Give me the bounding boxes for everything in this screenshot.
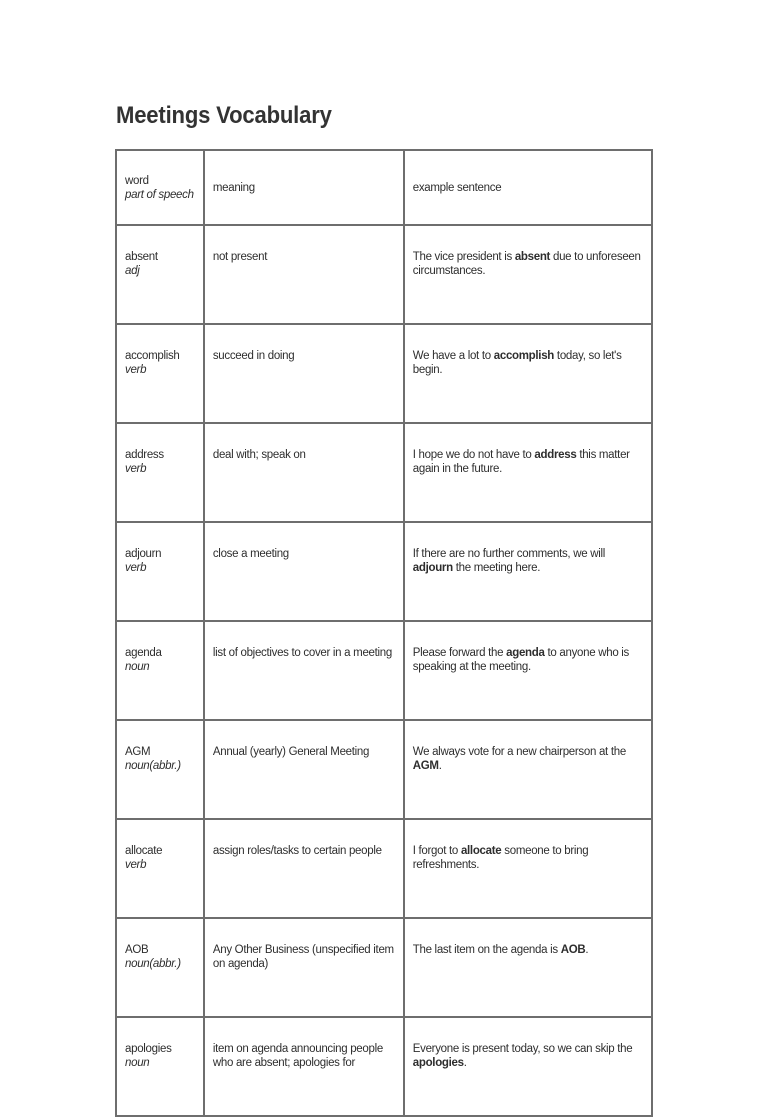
part-of-speech: verb [125,859,147,871]
example-text-after: today, so let's begin. [412,350,622,376]
example-text-before: Everyone is present today, so we can skip the [412,1043,633,1055]
example-text-after: this matter again in the future. [412,449,630,475]
example-text-before: The last item on the agenda is [412,944,561,956]
example-cell [404,522,652,621]
example-highlighted-word: AOB [560,944,586,956]
part-of-speech: verb [125,562,147,574]
meaning-text: item on agenda announcing people who are absent; apologies for [212,1043,383,1069]
part-of-speech: noun [125,661,150,673]
header-example: example sentence [412,181,502,194]
meaning-cell [204,522,404,621]
example-text-after: due to unforeseen circumstances. [412,251,641,277]
page-title: Meetings Vocabulary [116,102,332,129]
example-text-after: . [585,944,589,956]
example-text-after: to anyone who is speaking at the meeting. [412,647,630,673]
header-word: word [125,174,149,187]
word-cell [116,522,204,621]
meaning-text: succeed in doing [212,350,295,362]
header-part-of-speech: part of speech [125,188,194,201]
word-cell [116,819,204,918]
header-meaning: meaning [212,181,255,194]
part-of-speech: verb [125,463,147,475]
meaning-text: Any Other Business (unspecified item on agenda) [212,944,394,970]
example-text-after: the meeting here. [452,562,541,574]
part-of-speech: adj [125,265,140,277]
table-row [116,423,652,522]
meaning-cell [204,225,404,324]
meaning-cell [204,918,404,1017]
vocab-word: adjourn [125,548,162,560]
example-cell [404,918,652,1017]
vocab-word: AGM [125,746,151,758]
vocab-word: absent [125,251,158,263]
table-row [116,324,652,423]
example-text-before: We have a lot to [412,350,494,362]
example-cell [404,324,652,423]
word-cell [116,324,204,423]
table-header-row [116,150,652,225]
table-row [116,621,652,720]
meaning-cell [204,1017,404,1116]
example-highlighted-word: address [534,449,577,461]
example-text-after: someone to bring refreshments. [412,845,589,871]
example-text-before: I forgot to [412,845,461,857]
meaning-text: list of objectives to cover in a meeting [212,647,392,659]
table-row [116,819,652,918]
example-text-before: The vice president is [412,251,515,263]
part-of-speech: noun(abbr.) [125,760,181,772]
word-cell [116,423,204,522]
vocab-word: AOB [125,944,149,956]
example-text-after: . [463,1057,467,1069]
table-row [116,522,652,621]
example-cell [404,1017,652,1116]
table-row [116,918,652,1017]
vocab-word: address [125,449,164,461]
vocabulary-table-body [116,150,652,1116]
part-of-speech: noun(abbr.) [125,958,181,970]
header-example-cell [404,150,652,225]
meaning-cell [204,621,404,720]
example-cell [404,225,652,324]
meaning-text: deal with; speak on [212,449,306,461]
part-of-speech: verb [125,364,147,376]
example-highlighted-word: apologies [412,1057,464,1069]
example-highlighted-word: agenda [506,647,545,659]
meaning-cell [204,423,404,522]
example-highlighted-word: AGM [412,760,439,772]
table-row [116,225,652,324]
vocab-word: apologies [125,1043,172,1055]
table-row [116,1017,652,1116]
vocab-word: allocate [125,845,163,857]
part-of-speech: noun [125,1057,150,1069]
example-cell [404,621,652,720]
word-cell [116,621,204,720]
example-text-before: If there are no further comments, we will [412,548,605,560]
example-cell [404,720,652,819]
example-highlighted-word: accomplish [493,350,555,362]
example-text-before: Please forward the [412,647,507,659]
vocabulary-table [115,149,653,1117]
word-cell [116,720,204,819]
example-highlighted-word: allocate [460,845,502,857]
example-highlighted-word: adjourn [412,562,453,574]
word-cell [116,918,204,1017]
meaning-text: Annual (yearly) General Meeting [212,746,370,758]
example-text-before: We always vote for a new chairperson at the [412,746,626,758]
table-row [116,720,652,819]
vocab-word: agenda [125,647,162,659]
example-cell [404,819,652,918]
meaning-text: close a meeting [212,548,289,560]
word-cell [116,225,204,324]
header-meaning-cell [204,150,404,225]
meaning-cell [204,324,404,423]
meaning-cell [204,720,404,819]
meaning-text: not present [212,251,268,263]
vocab-word: accomplish [125,350,180,362]
example-highlighted-word: absent [514,251,551,263]
meaning-text: assign roles/tasks to certain people [212,845,382,857]
example-text-after: . [438,760,442,772]
header-word-cell [116,150,204,225]
example-text-before: I hope we do not have to [412,449,535,461]
meaning-cell [204,819,404,918]
word-cell [116,1017,204,1116]
example-cell [404,423,652,522]
